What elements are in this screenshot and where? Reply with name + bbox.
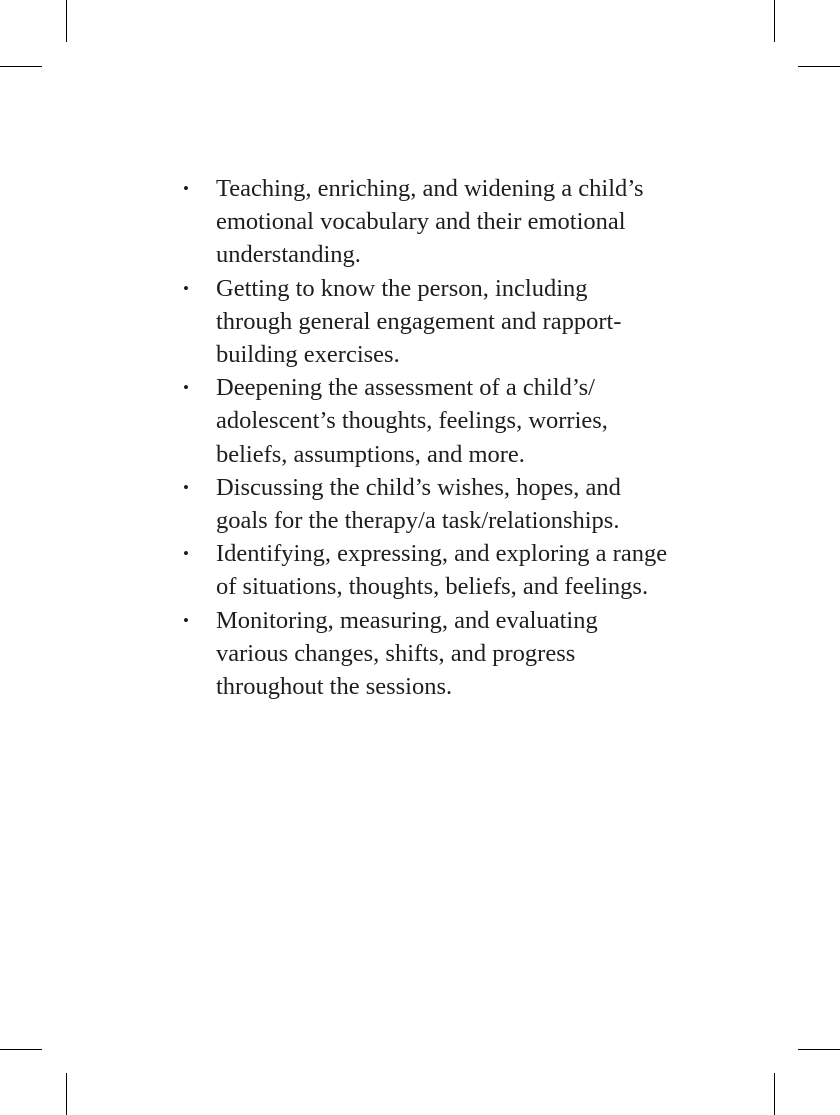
list-item [183,272,683,372]
list-item [183,604,683,704]
bullet-marker: • [183,378,189,398]
crop-mark-top-right-horizontal [798,66,840,67]
list-item-text-line: emotional vocabulary and their emotional [216,208,626,236]
bullet-marker: • [183,477,189,497]
crop-mark-bottom-left-horizontal [0,1049,42,1050]
crop-mark-top-left-vertical [66,0,67,42]
list-item-text-line: Deepening the assessment of a child’s/ [216,374,595,402]
list-item-text-line: goals for the therapy/a task/relationships. [216,507,620,535]
list-item-text-line: Identifying, expressing, and exploring a range [216,540,668,568]
crop-mark-bottom-left-vertical [66,1073,67,1115]
list-item [183,537,683,603]
list-item-text-line: building exercises. [216,341,400,369]
list-item [183,371,683,471]
page-body [183,172,683,703]
list-item-text-line: various changes, shifts, and progress [216,639,576,667]
list-item-text-line: Discussing the child’s wishes, hopes, and [216,473,621,501]
bullet-list [183,172,683,703]
bullet-marker: • [183,179,189,198]
list-item-text-line: of situations, thoughts, beliefs, and feelings. [216,573,649,601]
crop-mark-bottom-right-horizontal [798,1049,840,1050]
list-item-text-line: Teaching, enriching, and widening a child’s [216,175,644,202]
list-item-text-line: Monitoring, measuring, and evaluating [216,606,598,634]
crop-mark-top-right-vertical [774,0,775,42]
bullet-marker: • [183,278,189,298]
list-item-text-line: understanding. [216,241,361,269]
crop-mark-top-left-horizontal [0,66,42,67]
list-item [183,471,683,537]
list-item-text-line: through general engagement and rapport- [216,307,622,335]
list-item [183,172,683,272]
list-item-text-line: beliefs, assumptions, and more. [216,440,525,468]
crop-mark-bottom-right-vertical [774,1073,775,1115]
bullet-marker: • [183,610,189,630]
list-item-text-line: Getting to know the person, including [216,274,588,302]
list-item-text-line: adolescent’s thoughts, feelings, worries, [216,407,608,435]
bullet-marker: • [183,544,189,564]
list-item-text-line: throughout the sessions. [216,673,453,701]
